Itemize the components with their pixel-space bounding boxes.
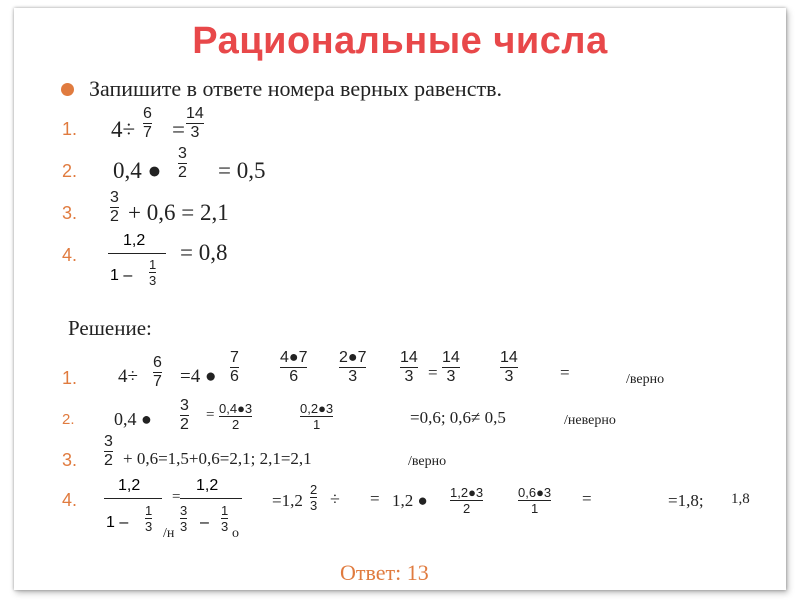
s4-part-5: = (582, 489, 592, 508)
s4-den-2-fraction-b (221, 504, 228, 533)
s4-fraction-a (310, 483, 317, 512)
s4-fb-num: 1,2●3 (450, 485, 484, 500)
s1-f7-num: 14 (500, 349, 518, 366)
s4-part-1: =1,2 (272, 491, 303, 510)
s2-fraction-3 (300, 402, 333, 431)
s2-f1-num: 3 (180, 397, 189, 414)
s4-num-1: 1,2 (118, 477, 141, 494)
solution-number-2: 2. (62, 411, 75, 428)
s4-den-2-minus: – (200, 514, 209, 531)
s1-equals: = (428, 363, 438, 382)
s2-fraction-1 (180, 398, 189, 433)
s1-fraction-2 (230, 350, 239, 385)
s4-fraction-c (518, 486, 551, 515)
s1-f6-den: 3 (446, 368, 456, 386)
s4-den-1-fraction (145, 504, 152, 533)
s3-f-den: 2 (104, 452, 113, 470)
s4-part-4: 1,2 ● (392, 491, 428, 510)
s4-part-7: 1,8 (731, 491, 750, 507)
eq3-fraction (110, 190, 119, 225)
s4-fa-den: 3 (310, 498, 318, 514)
item-number-3: 3. (62, 203, 78, 223)
s3-verdict: /верно (408, 454, 447, 469)
s4-equals: = (172, 489, 181, 505)
s4-bar-2 (180, 498, 242, 499)
s4-fraction-b (450, 486, 483, 515)
s2-f1-den: 2 (180, 416, 189, 434)
eq2-rest: = 0,5 (218, 158, 266, 183)
s4-part-6: =1,8; (668, 491, 704, 510)
s4-fa-num: 2 (310, 482, 318, 497)
eq3-f-den: 2 (110, 208, 119, 226)
eq1-f2-num: 14 (186, 105, 204, 122)
s1-f2-num: 7 (230, 349, 239, 366)
eq2-prefix: 0,4 ● (113, 158, 162, 183)
eq4-fraction-bar (108, 253, 166, 254)
item-number-4: 4. (62, 245, 78, 265)
s2-rest: =0,6; 0,6≠ 0,5 (410, 408, 506, 427)
s2-f3-num: 0,2●3 (300, 401, 334, 416)
task-text: Запишите в ответе номера верных равенств. (89, 76, 502, 101)
s4-num-2: 1,2 (196, 477, 219, 494)
s4-d2b-den: 3 (221, 519, 229, 535)
s1-fraction-5 (400, 350, 418, 385)
s1-f3-den: 6 (289, 368, 299, 386)
answer-text: Ответ: 13 (340, 560, 429, 585)
eq2-fraction (178, 146, 187, 181)
s4-part-3: = (370, 489, 380, 508)
eq1-equals: = (172, 117, 185, 142)
s1-f6-num: 14 (442, 349, 460, 366)
solution-number-3: 3. (62, 450, 78, 470)
s1-f4-den: 3 (348, 368, 358, 386)
s4-d2a-den: 3 (180, 519, 188, 535)
eq4-den-f-den: 3 (149, 273, 157, 289)
eq2-f-den: 2 (178, 164, 187, 182)
s2-fraction-2 (219, 402, 252, 431)
s2-f3-den: 1 (312, 417, 321, 433)
s1-prefix: 4÷ (118, 366, 138, 387)
eq1-f2-den: 3 (190, 124, 200, 142)
s4-fc-num: 0,6●3 (518, 485, 552, 500)
s4-part-2: ÷ (330, 489, 340, 509)
s4-fc-den: 1 (530, 501, 539, 517)
item-number-1: 1. (62, 119, 78, 139)
s3-f-num: 3 (104, 433, 113, 450)
solution-number-4: 4. (62, 490, 78, 510)
s4-den-1-prefix: 1 – (106, 514, 129, 531)
s2-equals: = (206, 407, 215, 423)
s4-bar-1 (104, 498, 162, 499)
eq1-f1-den: 7 (143, 124, 152, 142)
item-number-2: 2. (62, 161, 78, 181)
s1-f1-num: 6 (153, 354, 162, 371)
s2-f2-num: 0,4●3 (219, 401, 253, 416)
eq3-f-num: 3 (110, 189, 119, 206)
s4-d2a-num: 3 (180, 503, 188, 518)
bullet-icon (61, 83, 74, 96)
eq4-den-fraction (149, 258, 156, 287)
page-title: Рациональные числа (192, 20, 608, 62)
eq4-den-f-num: 1 (149, 257, 157, 272)
s4-fb-den: 2 (462, 501, 471, 517)
eq4-rest: = 0,8 (180, 240, 228, 265)
s1-verdict: /верно (626, 372, 665, 387)
s1-f3-num: 4●7 (280, 349, 308, 366)
s1-f1-den: 7 (153, 373, 162, 391)
s1-times: =4 ● (180, 366, 217, 387)
s2-f2-den: 2 (231, 417, 240, 433)
s1-fraction-7 (500, 350, 518, 385)
s4-d2b-num: 1 (221, 503, 229, 518)
s1-f2-den: 6 (230, 368, 239, 386)
s3-rest: + 0,6=1,5+0,6=2,1; 2,1=2,1 (123, 449, 312, 468)
s1-fraction-3 (280, 350, 307, 385)
s1-f5-den: 3 (404, 368, 414, 386)
s1-f7-den: 3 (504, 368, 514, 386)
eq2-f-num: 3 (178, 145, 187, 162)
s2-verdict: /неверно (564, 413, 616, 428)
solution-number-1: 1. (62, 368, 78, 388)
s1-fraction-1 (153, 355, 162, 390)
eq4-numerator: 1,2 (123, 232, 146, 249)
s2-prefix: 0,4 ● (114, 409, 152, 429)
s1-f5-num: 14 (400, 349, 418, 366)
s4-d1-den: 3 (145, 519, 153, 535)
eq1-fraction-1 (143, 106, 152, 141)
eq1-f1-num: 6 (143, 105, 152, 122)
s4-verdict-tail: о (232, 526, 239, 541)
s4-d1-num: 1 (145, 503, 153, 518)
s4-verdict: /н (163, 526, 175, 541)
eq1-prefix: 4÷ (111, 117, 136, 142)
s3-fraction (104, 434, 113, 469)
s1-equals-2: = (560, 363, 570, 382)
s1-f4-num: 2●7 (339, 349, 367, 366)
s4-den-2-fraction-a (180, 504, 187, 533)
s1-fraction-6 (442, 350, 460, 385)
s1-fraction-4 (339, 350, 366, 385)
solution-label: Решение: (68, 316, 152, 340)
eq3-rest: + 0,6 = 2,1 (128, 200, 229, 225)
eq1-fraction-2 (186, 106, 204, 141)
eq4-den-prefix: 1 – (110, 267, 133, 284)
